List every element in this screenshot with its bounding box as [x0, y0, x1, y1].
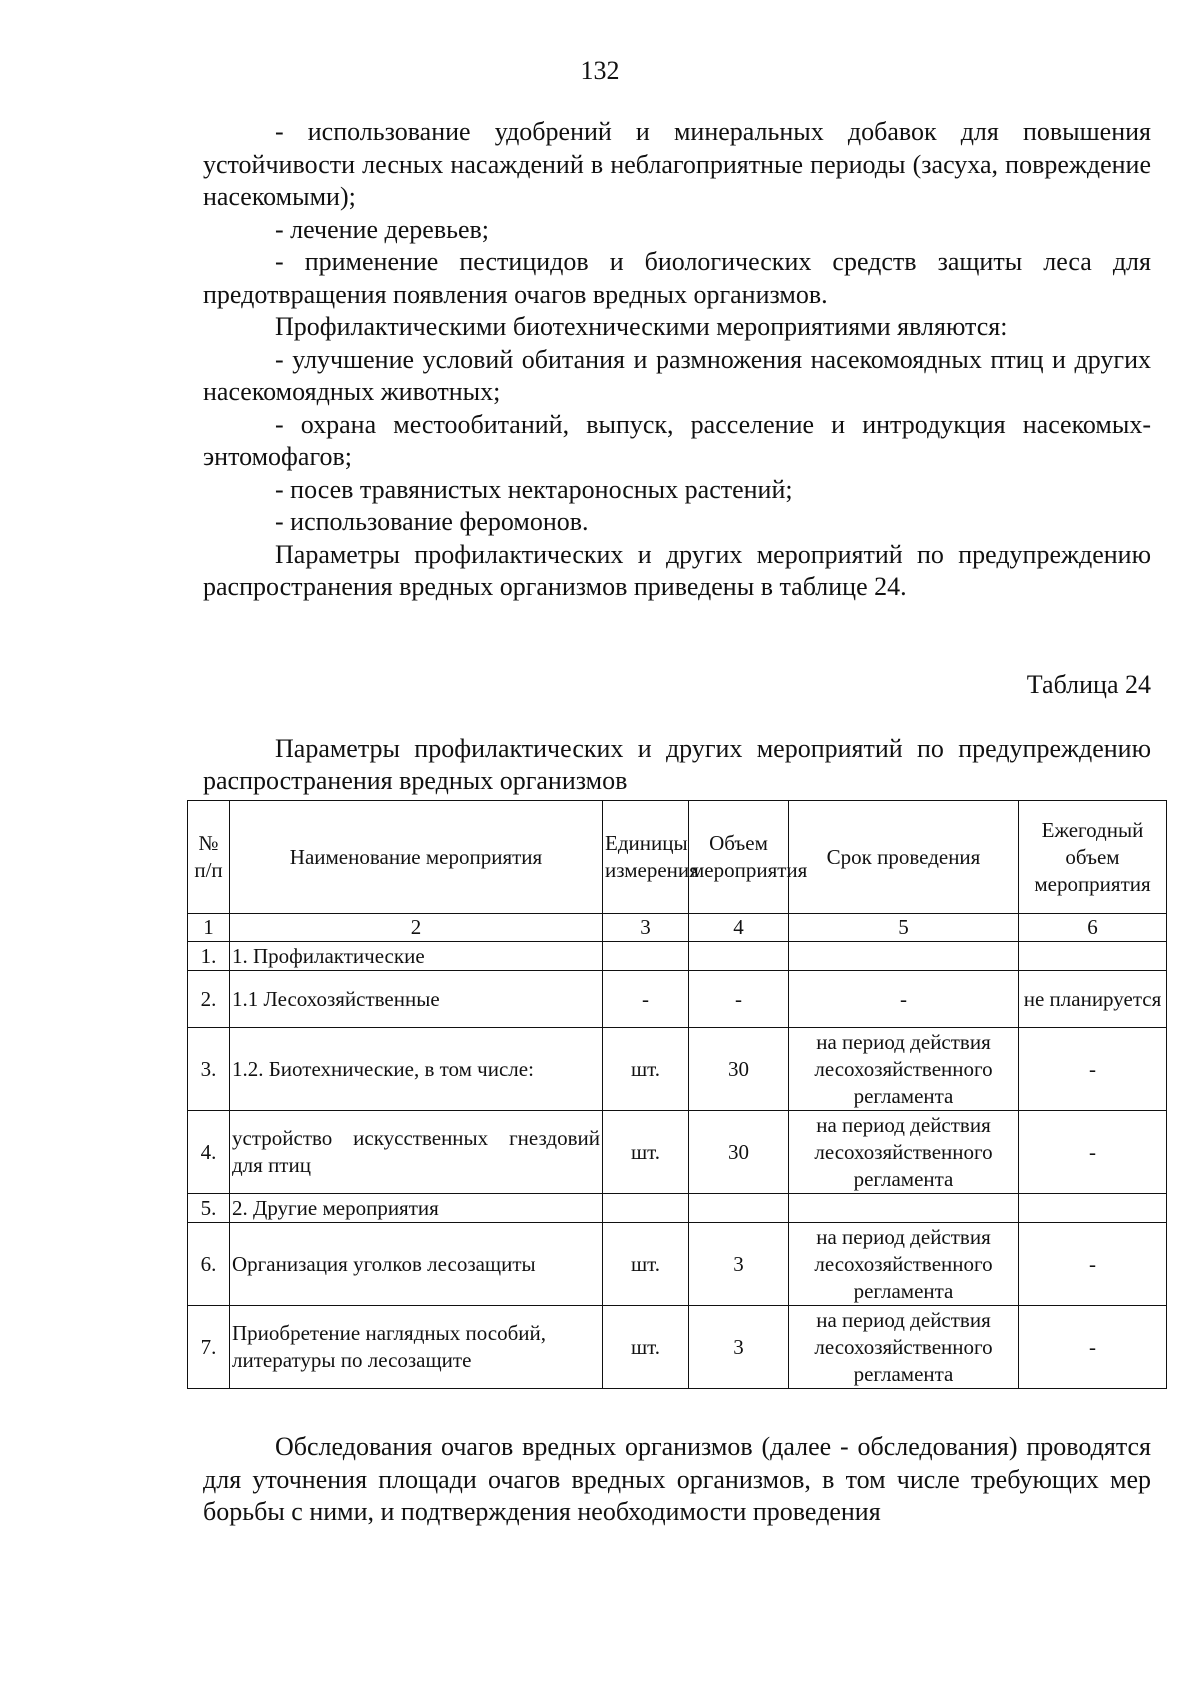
row-name: Приобретение наглядных пособий, литературы по лесозащите: [230, 1306, 603, 1389]
row-annual: -: [1019, 1028, 1167, 1111]
row-term: -: [789, 971, 1019, 1028]
row-volume: -: [689, 971, 789, 1028]
column-number: 6: [1019, 914, 1167, 942]
row-volume: [689, 1194, 789, 1223]
table-header-row: [188, 801, 1167, 914]
measures-table: [187, 800, 1167, 1389]
column-number: 1: [188, 914, 230, 942]
row-term: на период действия лесохозяйственного регламента: [789, 1111, 1019, 1194]
row-term: на период действия лесохозяйственного регламента: [789, 1028, 1019, 1111]
row-number: 3.: [188, 1028, 230, 1111]
row-name: 1.1 Лесохозяйственные: [230, 971, 603, 1028]
row-term: [789, 942, 1019, 971]
header-cell-annual: Ежегодный объем мероприятия: [1019, 801, 1167, 914]
paragraph: - использование удобрений и минеральных добавок для повышения устойчивости лесных насаждений в неблагоприятные периоды (засуха, повреждение насекомыми);: [203, 117, 1151, 211]
row-number: 2.: [188, 971, 230, 1028]
row-unit: -: [603, 971, 689, 1028]
paragraph: Параметры профилактических и других мероприятий по предупреждению распространения вредных организмов приведены в таблице 24.: [203, 539, 1151, 601]
header-cell-volume: Объем мероприятия: [689, 801, 789, 914]
page-number: 132: [580, 56, 620, 85]
column-number: 2: [230, 914, 603, 942]
table-row: [188, 1194, 1167, 1223]
body-text-top: [203, 116, 1151, 604]
header-cell-term: Срок проведения: [789, 801, 1019, 914]
table-caption-text: Параметры профилактических и других мероприятий по предупреждению распространения вредных организмов: [203, 734, 1151, 795]
row-unit: [603, 942, 689, 971]
row-volume: 3: [689, 1306, 789, 1389]
row-annual: -: [1019, 1223, 1167, 1306]
column-number: 4: [689, 914, 789, 942]
row-unit: шт.: [603, 1028, 689, 1111]
table-caption: [203, 733, 1151, 797]
row-volume: 3: [689, 1223, 789, 1306]
body-text-bottom: [203, 1431, 1151, 1529]
paragraph: - лечение деревьев;: [275, 214, 489, 244]
row-name: 2. Другие мероприятия: [230, 1194, 603, 1223]
row-unit: [603, 1194, 689, 1223]
row-number: 5.: [188, 1194, 230, 1223]
column-number: 3: [603, 914, 689, 942]
paragraph: - улучшение условий обитания и размножения насекомоядных птиц и других насекомоядных животных;: [203, 344, 1151, 406]
table-row: [188, 1111, 1167, 1194]
column-number: 5: [789, 914, 1019, 942]
row-term: [789, 1194, 1019, 1223]
header-cell-number: № п/п: [188, 801, 230, 914]
row-unit: шт.: [603, 1223, 689, 1306]
table-row: [188, 1306, 1167, 1389]
row-annual: не планируется: [1019, 971, 1167, 1028]
paragraph: - посев травянистых нектароносных растений;: [275, 474, 793, 504]
row-volume: 30: [689, 1028, 789, 1111]
row-volume: 30: [689, 1111, 789, 1194]
paragraph: - использование феромонов.: [275, 507, 589, 536]
row-annual: [1019, 1194, 1167, 1223]
row-name: 1. Профилактические: [230, 942, 603, 971]
row-term: на период действия лесохозяйственного регламента: [789, 1306, 1019, 1389]
row-unit: шт.: [603, 1306, 689, 1389]
row-number: 1.: [188, 942, 230, 971]
row-unit: шт.: [603, 1111, 689, 1194]
header-cell-name: Наименование мероприятия: [230, 801, 603, 914]
table-row: [188, 942, 1167, 971]
row-number: 6.: [188, 1223, 230, 1306]
row-term: на период действия лесохозяйственного регламента: [789, 1223, 1019, 1306]
paragraph: Обследования очагов вредных организмов (далее - обследования) проводятся для уточнения площади очагов вредных организмов, в том числе требующих мер борьбы с ними, и подтверждения необходимости проведения: [203, 1432, 1151, 1526]
row-name: Организация уголков лесозащиты: [230, 1223, 603, 1306]
row-volume: [689, 942, 789, 971]
table-label: Таблица 24: [1026, 670, 1151, 699]
row-annual: [1019, 942, 1167, 971]
table-row: [188, 971, 1167, 1028]
row-name: устройство искусственных гнездовий для птиц: [230, 1111, 603, 1194]
paragraph: - охрана местообитаний, выпуск, расселение и интродукция насекомых-энтомофагов;: [203, 409, 1151, 471]
table-row: [188, 1028, 1167, 1111]
row-annual: -: [1019, 1111, 1167, 1194]
paragraph: Профилактическими биотехническими мероприятиями являются:: [275, 312, 1008, 341]
row-number: 7.: [188, 1306, 230, 1389]
table-column-numbers-row: [188, 914, 1167, 942]
table-row: [188, 1223, 1167, 1306]
row-name: 1.2. Биотехнические, в том числе:: [230, 1028, 603, 1111]
row-annual: -: [1019, 1306, 1167, 1389]
row-number: 4.: [188, 1111, 230, 1194]
header-cell-unit: Единицы измерения: [603, 801, 689, 914]
paragraph: - применение пестицидов и биологических средств защиты леса для предотвращения появления очагов вредных организмов.: [203, 247, 1151, 309]
